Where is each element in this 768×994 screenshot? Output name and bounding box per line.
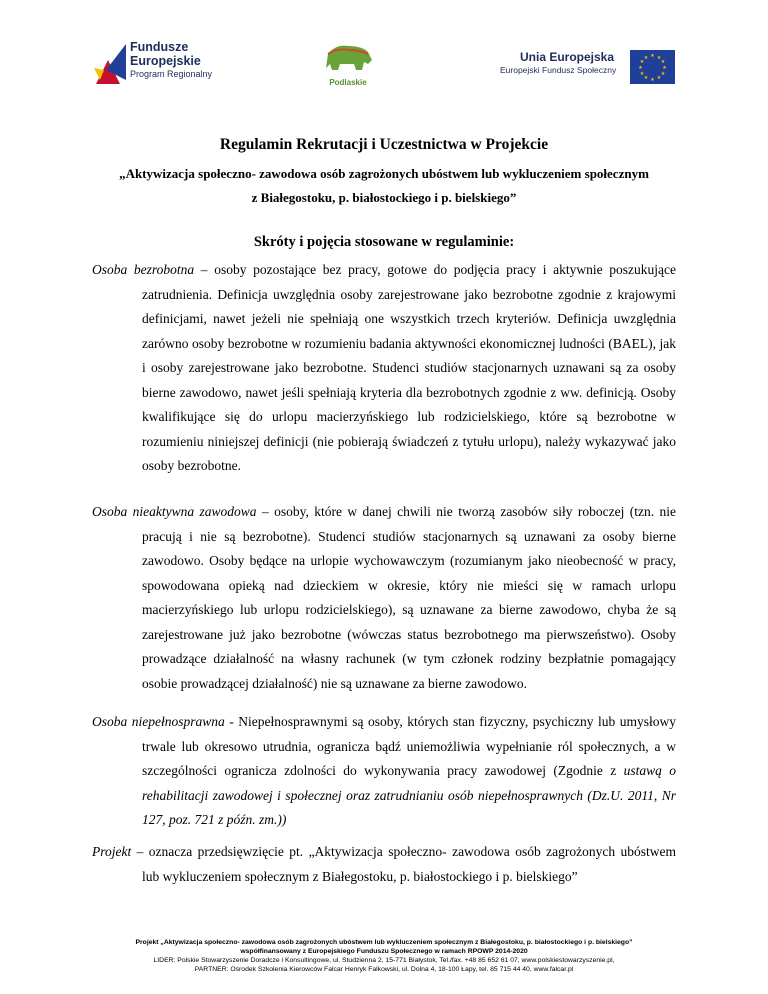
svg-text:★: ★ (660, 59, 666, 65)
definition-osoba-niepelnosprawna (92, 710, 676, 833)
definition-osoba-bezrobotna (92, 258, 676, 479)
section-heading: Skróty i pojęcia stosowane w regulaminie: (253, 234, 515, 250)
definition-term: Osoba bezrobotna (92, 262, 195, 277)
svg-text:★: ★ (662, 65, 667, 71)
svg-text:★: ★ (638, 65, 643, 71)
fe-star-icon (92, 40, 128, 90)
footer-line3: LIDER: Polskie Stowarzyszenie Doradcze i Konsultingowe, ul. Studzienna 2, 15-771 Białystok, Tel./fax. +48 85 652 61 07, www.polskiestowarzyszenie.pl, (153, 957, 615, 964)
svg-text:★: ★ (643, 55, 649, 61)
definition-term: Projekt (92, 844, 132, 859)
footer-line2: współfinansowany z Europejskiego Funduszu Społecznego w ramach RPOWP 2014-2020 (240, 948, 528, 955)
svg-text:★: ★ (650, 53, 655, 59)
definition-legal-ref: ustawą o rehabilitacji zawodowej i społecznej oraz zatrudnianiu osób niepełnosprawnych (Dz.U. 2011, Nr 127, poz. 721 z późn. zm.)) (142, 763, 676, 827)
project-name-line2: z Białegostoku, p. białostockiego i p. bielskiego” (251, 190, 517, 205)
definition-term: Osoba nieaktywna zawodowa (92, 504, 257, 519)
definition-text: – osoby, które w danej chwili nie tworzą zasobów siły roboczej (tzn. nie pracują i nie są bezrobotne). Studenci studiów stacjonarnych są uznawani za osoby bierne zawodowo. Osoby będące na urlopie wychowawczym (rozumianym jako nieobecność w pracy, spowodowana opieką nad dzieckiem w okresie, który nie mieści się w ramach urlopu macierzyńskiego lub urlopu rodzicielskiego), są uznawane za bierne zawodowo, chyba że są zarejestrowane już jako bezrobotne (wówczas status bezrobotnego ma pierwszeństwo). Osoby prowadzące działalność na własny rachunek (w tym członek rodziny bezpłatnie pomagający osobie prowadzącej działalność) nie są uznawane za bierne zawodowo. (142, 504, 676, 691)
fe-line2: Europejskie (130, 54, 201, 68)
svg-text:★: ★ (643, 75, 649, 81)
definition-text: – osoby pozostające bez pracy, gotowe do podjęcia pracy i aktywnie poszukujące zatrudnienia. Definicja uwzględnia osoby zarejestrowane jako bezrobotne zgodnie z krajowymi definicjami, nawet jeżeli nie spełniają one wszystkich trzech kryteriów. Definicja uwzględnia zarówno osoby bezrobotne w rozumieniu badania aktywności ekonomicznej ludności (BAEL), jak i osoby zarejestrowane jako bezrobotne. Studenci studiów stacjonarnych uznawani są za osoby bierne zawodowo, nawet jeśli spełniają kryteria dla bezrobotnych zgodnie z ww. definicją. Osoby kwalifikujące się do urlopu macierzyńskiego lub rodzicielskiego, które są bezrobotne w rozumieniu niniejszej definicji (nie pobierają świadczeń z tytułu urlopu), należy wykazywać jako osoby bezrobotne. (142, 262, 676, 473)
svg-text:★: ★ (660, 71, 666, 77)
fe-text (130, 40, 212, 80)
svg-text:★: ★ (650, 77, 655, 83)
footer-line4: PARTNER: Ośrodek Szkolenia Kierowców Falcar Henryk Falkowski, ul. Dolna 4, 18-100 Łapy, tel. 85 715 44 40, www.falcar.pl (194, 966, 574, 973)
fundusze-europejskie-logo (92, 40, 242, 100)
ue-title: Unia Europejska (520, 50, 615, 64)
ue-text (500, 50, 616, 76)
svg-text:★: ★ (639, 71, 645, 77)
bison-icon (318, 38, 378, 78)
svg-text:★: ★ (656, 55, 662, 61)
definition-term: Osoba niepełnosprawna (92, 714, 225, 729)
ue-subtitle: Europejski Fundusz Społeczny (500, 65, 617, 75)
fe-line3: Program Regionalny (130, 69, 213, 79)
header (0, 0, 768, 110)
definition-text: – oznacza przedsięwzięcie pt. „Aktywizacja społeczno- zawodowa osób zagrożonych ubóstwem lub wykluczeniem społecznym z Białegostoku, p. białostockiego i p. bielskiego” (131, 844, 676, 884)
definition-osoba-nieaktywna (92, 500, 676, 696)
definition-projekt (92, 840, 676, 889)
project-name-line1: „Aktywizacja społeczno- zawodowa osób zagrożonych ubóstwem lub wykluczeniem społecznym (119, 166, 649, 181)
podlaskie-logo (318, 38, 378, 94)
definition-text: - Niepełnosprawnymi są osoby, których stan fizyczny, psychiczny lub umysłowy trwale lub okresowo utrudnia, ogranicza bądź uniemożliwia wypełnianie ról społecznych, a w szczególności ogranicza zdolności do wykonywania pracy zawodowej (Zgodnie z (142, 714, 676, 778)
svg-text:★: ★ (656, 75, 662, 81)
svg-text:★: ★ (639, 59, 645, 65)
eu-flag-icon (630, 50, 675, 84)
podlaskie-label: Podlaskie (329, 78, 367, 87)
page-title: Regulamin Rekrutacji i Uczestnictwa w Projekcie (219, 136, 549, 153)
footer-line1: Projekt „Aktywizacja społeczno- zawodowa osób zagrożonych ubóstwem lub wykluczeniem społecznym z Białegostoku, p. białostockiego i p. bielskiego” (135, 939, 633, 946)
fe-line1: Fundusze (130, 40, 189, 54)
unia-europejska-logo (500, 50, 690, 90)
footer (0, 938, 768, 974)
